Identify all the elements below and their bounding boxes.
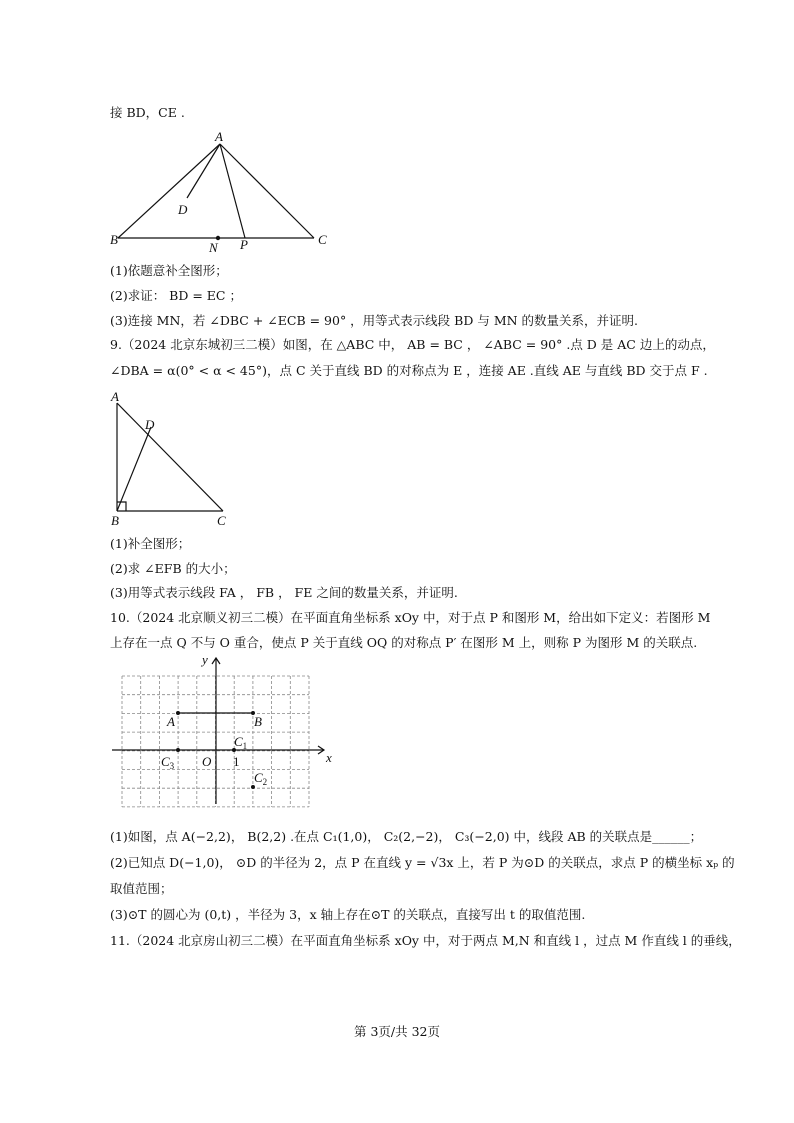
text-line: (2)求证： BD = EC ； <box>110 288 242 303</box>
label-n: N <box>209 240 218 255</box>
label-one: 1 <box>233 754 240 769</box>
label-p: P <box>240 237 248 252</box>
text-line: (1)依题意补全图形； <box>110 263 228 278</box>
text-line: (3)用等式表示线段 FA ， FB ， FE 之间的数量关系，并证明. <box>110 585 458 600</box>
label-x: x <box>326 750 332 765</box>
label-y: y <box>202 652 208 667</box>
text-line: ∠DBA = α(0° < α < 45°)，点 C 关于直线 BD 的对称点为 E ，连接 AE .直线 AE 与直线 BD 交于点 F . <box>110 363 708 378</box>
label-b: B <box>110 232 118 247</box>
text-line: 9.（2024 北京东城初三二模）如图，在 △ABC 中， AB = BC ， ∠ABC = 90° .点 D 是 AC 边上的动点， <box>110 337 715 352</box>
label-d: D <box>178 202 188 217</box>
text-line: (2)已知点 D(−1,0)， ⊙D 的半径为 2，点 P 在直线 y = √3x 上，若 P 为⊙D 的关联点，求点 P 的横坐标 xₚ 的 <box>110 855 735 870</box>
text-line: 取值范围； <box>110 881 173 896</box>
text-line: (3)⊙T 的圆心为 (0,t) ，半径为 3，x 轴上存在⊙T 的关联点，直接写出 t 的取值范围. <box>110 907 586 922</box>
label-c: C <box>318 232 327 247</box>
text-line: 上存在一点 Q 不与 O 重合，使点 P 关于直线 OQ 的对称点 P′ 在图形 M 上，则称 P 为图形 M 的关联点. <box>110 635 698 650</box>
text-line: (2)求 ∠EFB 的大小； <box>110 561 236 576</box>
text-line: 11.（2024 北京房山初三二模）在平面直角坐标系 xOy 中，对于两点 M,N 和直线 l ，过点 M 作直线 l 的垂线， <box>110 933 741 948</box>
label-a: A <box>167 714 175 729</box>
label-b: B <box>254 714 262 729</box>
text-line: 10.（2024 北京顺义初三二模）在平面直角坐标系 xOy 中，对于点 P 和图形 M，给出如下定义：若图形 M <box>110 610 711 625</box>
label-c1: $C_1$ <box>234 734 248 751</box>
figure-right-triangle <box>105 385 245 530</box>
figure-coordinate-grid <box>110 652 340 812</box>
label-o: O <box>202 754 212 769</box>
text-line: 接 BD，CE . <box>110 105 185 120</box>
text-line: (3)连接 MN，若 ∠DBC + ∠ECB = 90° ，用等式表示线段 BD 与 MN 的数量关系，并证明. <box>110 313 638 328</box>
label-d: D <box>145 417 155 432</box>
label-a: A <box>111 389 119 404</box>
text-line: (1)如图，点 A(−2,2)， B(2,2) .在点 C₁(1,0)， C₂(2,−2)， C₃(−2,0) 中，线段 AB 的关联点是______； <box>110 829 703 844</box>
label-b: B <box>111 513 119 528</box>
label-c: C <box>217 513 226 528</box>
figure-triangle-abc <box>100 128 340 258</box>
label-a: A <box>215 129 223 144</box>
text-line: (1)补全图形； <box>110 536 191 551</box>
label-c2: $C_2$ <box>254 770 268 787</box>
page-footer: 第 3页/共 32页 <box>353 1024 441 1039</box>
label-c3: $C_3$ <box>161 754 175 771</box>
